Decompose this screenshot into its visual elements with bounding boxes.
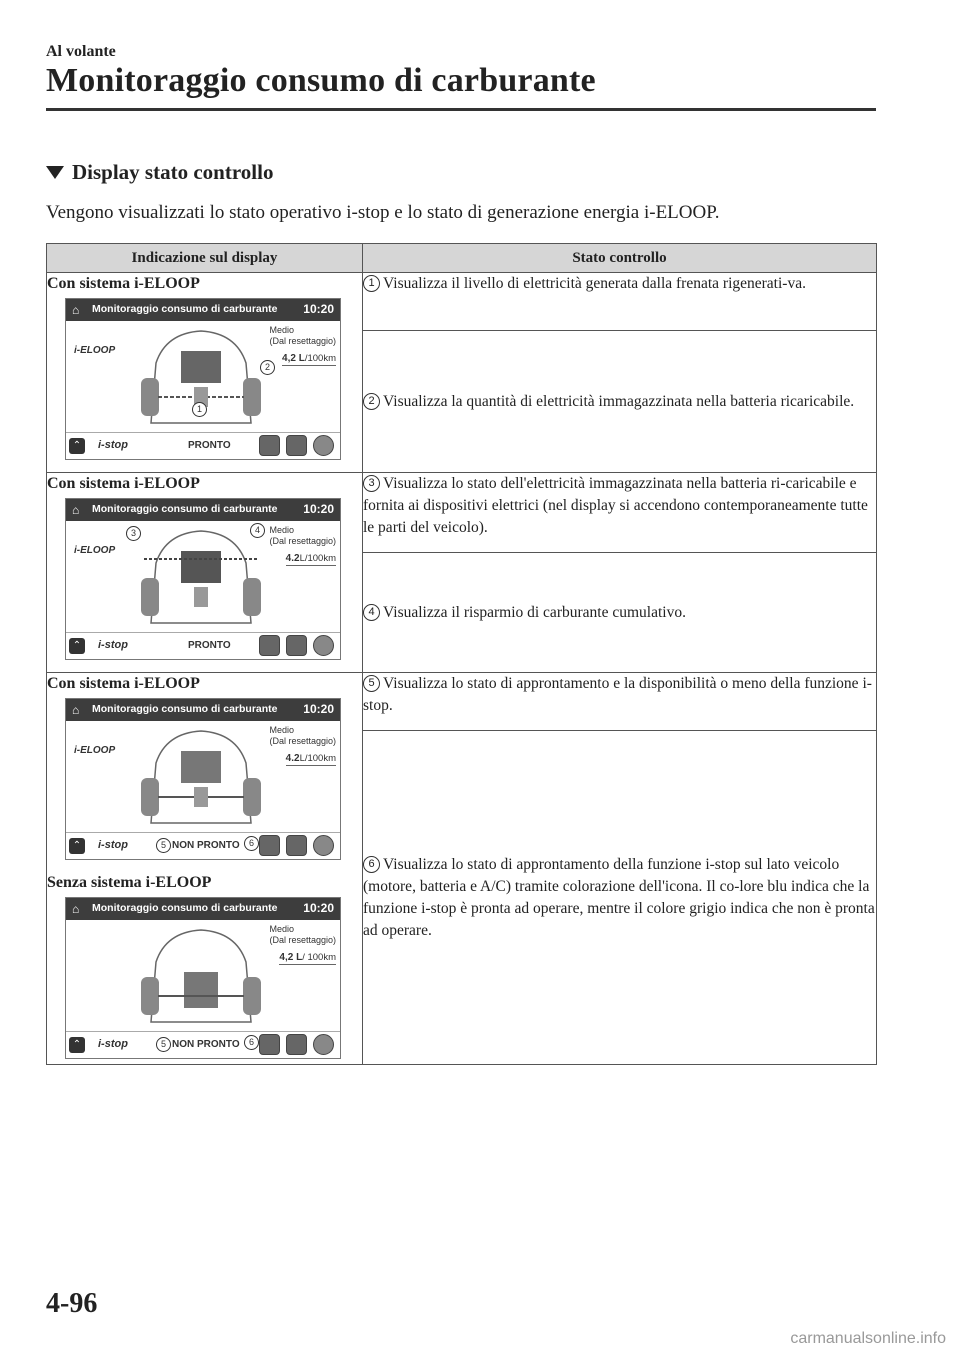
engine-icon [259,1034,280,1055]
callout-number: 1 [192,402,207,417]
engine-icon [259,435,280,456]
engine-icon [259,635,280,656]
page-number: 4-96 [46,1288,98,1319]
medio-label: Medio (Dal resettaggio) [269,924,336,945]
callout-number: 4 [250,523,265,538]
ac-icon [313,435,334,456]
medio-label: Medio (Dal resettaggio) [269,325,336,346]
system-icons [259,635,334,656]
state-description: 2 Visualizza la quantità di elettricità immagazzinata nella batteria ricaricabile. [363,331,877,473]
vehicle-diagram [136,723,266,833]
state-description: 5 Visualizza lo stato di approntamento e la disponibilità o meno della funzione i-stop. [363,673,877,731]
istop-status: NON PRONTO [172,1039,240,1050]
vehicle-diagram [136,523,266,633]
battery-icon [286,435,307,456]
system-label: Con sistema i-ELOOP [47,675,200,692]
istop-icon: ⌃ [69,638,85,654]
istop-icon: ⌃ [69,838,85,854]
battery-icon [286,835,307,856]
istop-label: i-stop [98,1038,128,1050]
table-row [47,673,877,731]
state-description: 1 Visualizza il livello di elettricità generata dalla frenata rigenerati-va. [363,273,877,331]
home-icon: ⌂ [72,503,80,517]
system-label: Senza sistema i-ELOOP [47,874,212,891]
display-cell [47,473,363,673]
title-rule [46,108,876,111]
callout-number: 6 [244,1035,259,1050]
fuel-value: 4.2L/100km [285,553,336,564]
battery-icon [286,1034,307,1055]
screen-time: 10:20 [303,302,334,316]
item-number: 1 [363,275,380,292]
callout-number: 6 [244,836,259,851]
triangle-bullet-icon [46,166,64,179]
screen-top-bar [66,898,340,920]
table-row [47,473,877,553]
table-row [47,273,877,331]
screen-title: Monitoraggio consumo di carburante [92,902,278,914]
istop-label: i-stop [98,639,128,651]
home-icon: ⌂ [72,902,80,916]
screen-title: Monitoraggio consumo di carburante [92,703,278,715]
medio-label: Medio (Dal resettaggio) [269,525,336,546]
screen-bottom-bar [66,832,340,859]
system-label: Con sistema i-ELOOP [47,475,200,492]
item-number: 5 [363,675,380,692]
eloop-label: i-ELOOP [74,745,116,756]
header-state: Stato controllo [363,244,877,273]
display-screen [65,298,341,460]
battery-icon [286,635,307,656]
callout-number: 5 [156,1037,171,1052]
state-description: 3 Visualizza lo stato dell'elettricità immagazzinata nella batteria ri-caricabile e fornita ai dispositivi elettrici (nel display si accendono contemporaneamente tutte le parti del veicolo). [363,473,877,553]
section-heading-text: Display stato controllo [72,160,274,184]
eloop-label: i-ELOOP [74,345,116,356]
section-kicker: Al volante [46,43,116,60]
header-display: Indicazione sul display [47,244,363,273]
display-cell [47,673,363,1065]
istop-icon: ⌃ [69,438,85,454]
istop-label: i-stop [98,839,128,851]
state-description: 4 Visualizza il risparmio di carburante cumulativo. [363,553,877,673]
display-screen [65,897,341,1059]
callout-number: 3 [126,526,141,541]
screen-bottom-bar [66,1031,340,1058]
istop-status: NON PRONTO [172,840,240,851]
page-title: Monitoraggio consumo di carburante [46,62,596,99]
ac-icon [313,635,334,656]
istop-label: i-stop [98,439,128,451]
medio-label: Medio (Dal resettaggio) [269,725,336,746]
screen-top-bar [66,499,340,521]
table-header-row [47,244,877,273]
screen-time: 10:20 [303,502,334,516]
item-number: 3 [363,475,380,492]
item-number: 6 [363,856,380,873]
state-description: 6 Visualizza lo stato di approntamento della funzione i-stop sul lato veicolo (motore, batteria e A/C) tramite colorazione dell'icona. Il co-lore blu indica che la funzione i-stop è pronta ad operare, mentre il colore grigio indica che non è pronta ad operare. [363,731,877,1065]
screen-bottom-bar [66,632,340,659]
home-icon: ⌂ [72,703,80,717]
control-status-table [46,243,877,1065]
system-icons [259,1034,334,1055]
istop-icon: ⌃ [69,1037,85,1053]
eloop-label: i-ELOOP [74,545,116,556]
fuel-value: 4,2 L/100km [282,353,336,364]
screen-top-bar [66,299,340,321]
fuel-value: 4,2 L/ 100km [279,952,336,963]
screen-time: 10:20 [303,901,334,915]
screen-time: 10:20 [303,702,334,716]
home-icon: ⌂ [72,303,80,317]
item-number: 4 [363,604,380,621]
screen-bottom-bar [66,432,340,459]
system-icons [259,435,334,456]
section-heading [46,160,273,185]
callout-number: 2 [260,360,275,375]
callout-number: 5 [156,838,171,853]
watermark: carmanualsonline.info [790,1330,946,1347]
fuel-value: 4.2L/100km [285,753,336,764]
ac-icon [313,835,334,856]
display-screen [65,498,341,660]
engine-icon [259,835,280,856]
system-icons [259,835,334,856]
item-number: 2 [363,393,380,410]
intro-paragraph: Vengono visualizzati lo stato operativo i-stop e lo stato di generazione energia i-ELOOP. [46,202,720,223]
ac-icon [313,1034,334,1055]
vehicle-diagram [136,922,266,1032]
screen-title: Monitoraggio consumo di carburante [92,503,278,515]
system-label: Con sistema i-ELOOP [47,275,200,292]
screen-title: Monitoraggio consumo di carburante [92,303,278,315]
istop-status: PRONTO [188,640,231,651]
istop-status: PRONTO [188,440,231,451]
screen-top-bar [66,699,340,721]
display-screen [65,698,341,860]
display-cell [47,273,363,473]
